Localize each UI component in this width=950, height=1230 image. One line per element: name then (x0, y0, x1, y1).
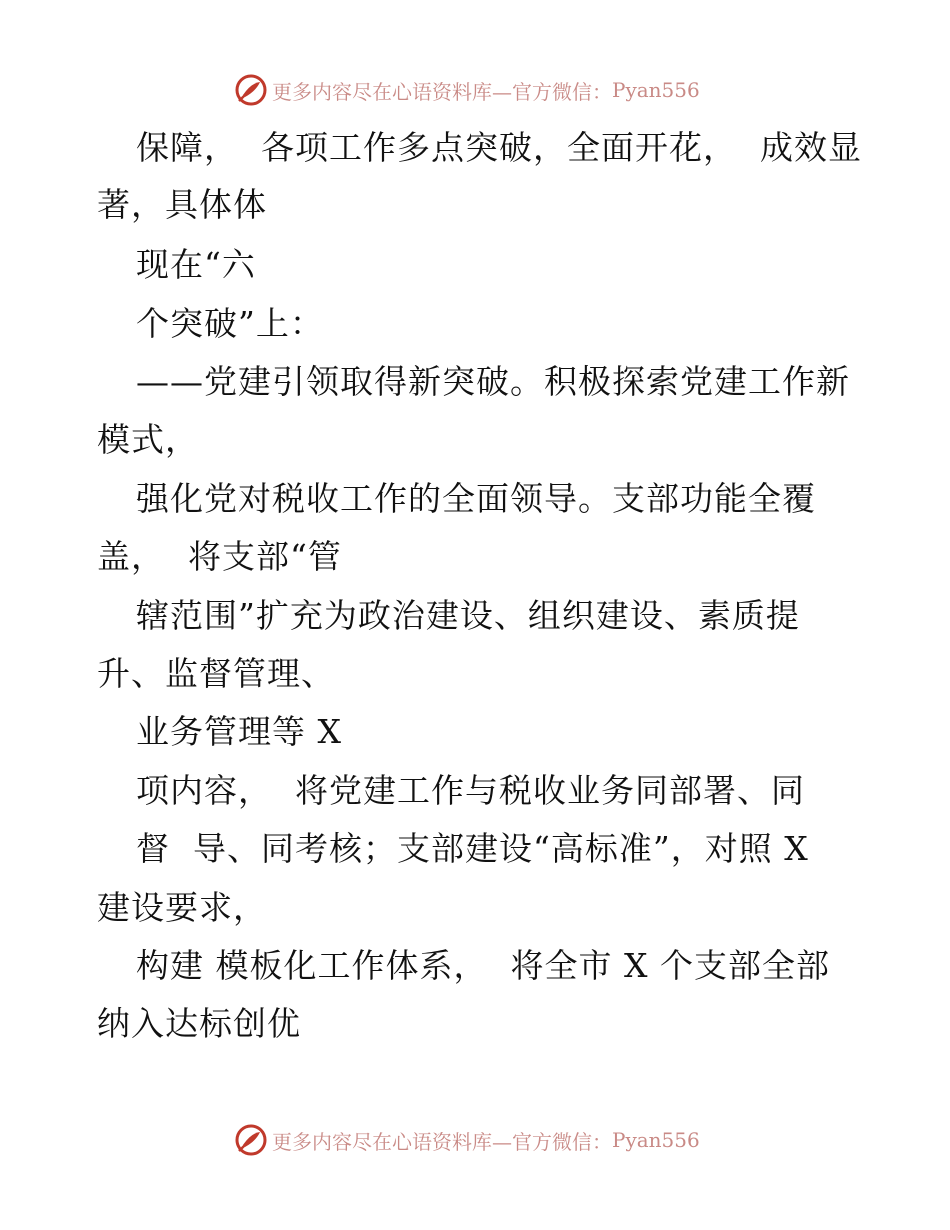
body-line: 著，具体体 (97, 185, 267, 224)
body-line: 强化党对税收工作的全面领导。支部功能全覆 (136, 479, 816, 518)
body-line: 辖范围”扩充为政治建设、组织建设、素质提 (136, 596, 800, 635)
body-line: 构建 模板化工作体系， 将全市 X 个支部全部 (136, 946, 830, 985)
body-line: ——党建引领取得新突破。积极探索党建工作新 (136, 362, 850, 401)
body-line: 保障， 各项工作多点突破，全面开花， 成效显 (136, 128, 862, 167)
body-line: 纳入达标创优 (97, 1004, 301, 1043)
footer-wechat-handle: Pyan556 (612, 1128, 700, 1152)
body-line: 业务管理等 X (136, 712, 342, 751)
body-line: 升、监督管理、 (97, 654, 335, 693)
body-line: 建设要求， (97, 888, 267, 927)
header-wechat-handle: Pyan556 (612, 78, 700, 102)
header-watermark-banner (0, 70, 950, 110)
body-line: 现在“六 (136, 245, 256, 284)
body-line: 个突破”上： (136, 304, 324, 343)
body-line: 盖， 将支部“管 (97, 537, 342, 576)
body-line: 项内容， 将党建工作与税收业务同部署、同 (136, 771, 805, 810)
body-line: 督 导、同考核；支部建设“高标准”，对照 X (136, 829, 809, 868)
footer-banner-text: 更多内容尽在心语资料库—官方微信： (272, 1129, 612, 1154)
pen-logo-icon (234, 1123, 268, 1157)
body-line: 模式， (97, 420, 199, 459)
footer-watermark-banner (0, 1120, 950, 1160)
pen-logo-icon (234, 73, 268, 107)
header-banner-text: 更多内容尽在心语资料库—官方微信： (272, 79, 612, 104)
